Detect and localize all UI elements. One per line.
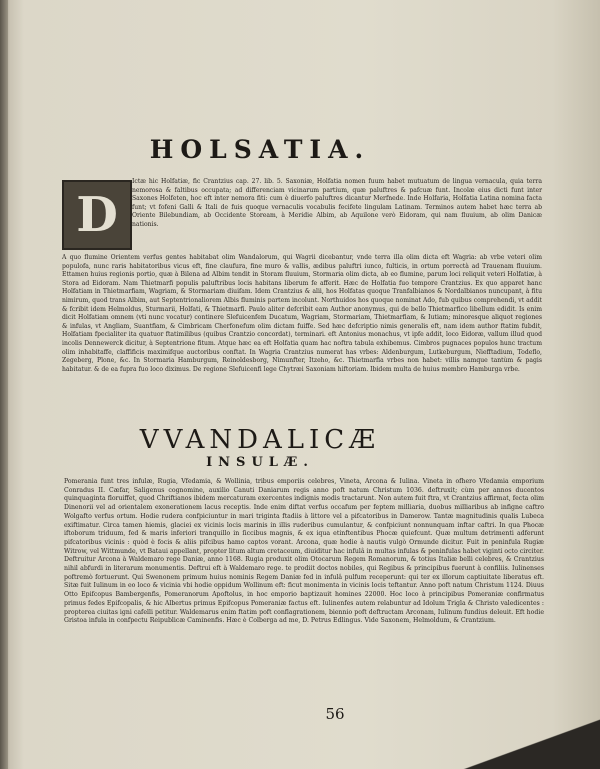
holsatia-text-bottom: [62, 254, 542, 374]
section-title-holsatia: HOLSATIA.: [149, 135, 371, 164]
page-corner-shadow: [460, 709, 600, 769]
wandalicae-text: [64, 478, 544, 626]
page-number: 56: [325, 705, 345, 723]
book-spine: [0, 0, 8, 769]
decorated-initial: [62, 180, 132, 250]
section-subtitle-insulae: INSULÆ.: [206, 455, 314, 470]
holsatia-paragraph-top: Ictæ hic Holfatiæ, fic Crantzius cap. 27. lib. 5. Saxoniæ, Holfatia nomen fuum habet mutuatum de lingua vernacula, quia terra nemorosa & faltibus occupata; ad differenciam vicinarum partium, quæ paluftres & pafcuæ funt. Incolæ eius dicti funt inter Saxones Holfeten, hoc eft inter nemora fiti: cum è diuerfo paluftres dicantur Merfnede. Inde Holfaria, Holfatia Latina nomina facta funt; vt fofeni Galli & Itali de fuis quoque vernaculis vocabulis fecifete lingulam Latinam. Terminos autem habet hæc terra ab Oriente Bilebundiam, ab Occidente Stoream, à Meridie Albim, ab Aquilone verò Eidoram, qui nam fluuium, ab olim Danicæ nationis.: [132, 178, 542, 228]
section-title-wandalicae: VVANDALICÆ: [139, 425, 381, 455]
initial-letter: D: [76, 187, 118, 243]
wandalicae-paragraph: Pomerania funt tres infulæ, Rugia, Vfedamia, & Wollinia, tribus emporiis celebres, Vineta, Arcona & Iulina. Vineta in ofhero Vfedamia emporium Conradus II. Cæfar, Saligenus cognomine, auxilio Canuti Daniarum regis anno poft natum Christum 1036. deftruxit; cùm per annos ducentos quinquaginta floruiffet, quod Chriftianos ibidem mercaturam exercentes indignis modis tractarunt. Non autem fuit ftra, vt Crantzius affirmat, fecta olim Dinenorii vel ad orientalem exonerationem lacus receptis. Inde enim diftat verfus occafum per feptem milliaria, duobus milliaribus ab infigne caftro Wolgafto verfus ortum. Hodie rudera confpiciuntur in mari triginta ftadiis à littore vel a pifcatoribus in Damerow. Tantæ magnitudinis qualis Lubeca exiftimatur. Circa tamen hiemis, glaciei ex vicinis locis marinis in illis ruderibus cumulantur, & confpiciunt nonnunquam inftar caftri. In qua Phocæ iftoborum triduum, fed & maris inferiori tranquillo in ſiccibus magnis, & ex iqua etinftentibus Phocæ quiefcunt. Quæ multum detrimenti adferunt pifcatoribus vicinis : quòd è focis & aliis pifcibus hamo captos vorant. Arcona, quæ hodie à nautis vulgò Ormunde dicitur. Fuit in peninfula Rugiæ Witrow, vel Wittmunde, vt Bataui appellant, propter litum altum cretaceum, diuiditur hac infulâ in multas infulas & peninfulas habet viginti octo circiter. Deftruitur Arcona à Waldemaro rege Daniæ, anno 1168. Rugia produxit olim Otocarum Regem Romanorum, & totius Italiæ belli celebres, & Crantzius nihil abfurdi in literarum monumentis. Deftrui eft à Waldemaro rege. te prodiit doctos nobiles, qui Regibus & principibus fuerunt à confiliis. Iulinenses poftremò fortuerunt. Qui Swenonem primum huius nominis Regem Daniæ fed in infulâ pulfum receperunt: qui ter ex illorum captiuitate liberatus eft. Sitæ fuit Iulinum in eo loco & vicinia vbi hodie oppidum Wollinum eft: ficut monimenta in vicinis locis teftantur. Anno poft natum Christum 1124. Diuus Otto Epifcopus Bambergenfis, Pomeranorum Apoftolus, in hoc emporio baptizauit homines 22000. Hoc loco à principibus Pomeraniæ confirmatus primus fedes Epifcopalis, & hic Albertus primus Epifcopus Pomeraniæ factus eft. Iulinenfes autem relabuntur ad Idolum Trigla & Christo valedicentes : propterea ciuitas igni cafelli petitur. Waldemarus enim ftatim poft conflagrationem, biennio poft deftructam Arconam, Iulinum fundius deleuit. Eft hodie Gristoa infula in confpectu Reipublicæ Caminenfis. Hæc è Colberga ad me, D. Petrus Edlingus. Vide Saxonem, Helmoldum, & Crantzium.: [64, 478, 544, 625]
holsatia-text-top: [132, 178, 542, 230]
holsatia-paragraph-bottom: A quo flumine Orientem verfus gentes habitabat olim Wandalorum, qui Wagrii dicebantur, vnde terra illa olim dicta eft Wagria: ab vrbe veteri olim populofa, nunc raris habitatoribus vicus eft, fine claufura, fine muro & vallis, ædibus paluftri iunco, fulticis, in ortum porrectà ad Trauenam fluuium. Ettamen huius regionis portio, quæ à Bilena ad Albim tendit in Storam fluuium, Stormaria olim dicta, ab eo flumine, parum loci reliquit veteri Holfatiæ, à Stora ad Eidoram. Nam Thietmarfi populis paluftribus locis habitans liberum fe afferit. Hæc de Holfatia fuo tempore Crantzius. Ex quo apparet hanc Holfatiam in Thietmarfiam, Wagriam, & Stormariam diuifam. Idem Crantzius & alii, hos Holfatas quoque Tranfalbianos & Nordalbianos nuncupant, à fitu nimirum, quod trans Albim, aut Septentrionaliorem Albis fluminis partem incolunt. Northuidos hos quoque nominat Ado, fub quibus comprehendi, vt addit & fcribit idem Helmoldus, Sturmarii, Holfati, & Thietmarfi. Paulo aliter defcribit eam Author anonymus, qui de bello Thietmarfico libellum edidit. Is enim dicit Holfatiam omnem (vti nunc vocatur) continere Slefuicenfem Ducatum, Wagriam, Stormariam, Thietmarfiam, & Iutiam; minoresque aliquot regiones & infulas, vt Angliam, Suantfiam, & Cimbricam Cherfonefum olim dictam fuiffe. Sed hæc defcriptio nimis generalis eft, nam idem author ftatim fubdit, Holfatiam fpecialiter ita quatuor ftatimilibus (quibus Crantzio concordat), terminari. eft Antonius monachus, vt ipfe addit, loco Eidoræ, vallum illud quod incolis Dennewerck dicitur, à Septentrione fitum. Atque hæc ea eft Holfatia quam hac noftra tabula exhibemus. Cimbros pugnaces populos hunc tractum olim inhabitaffe, claffificis maximifque auctoribus conftat. In Wagria Crantzius numerat has vrbes: Aldenburgum, Lutkeburgum, Niefftadium, Todeflo, Zegeberg, Plone, &c. In Stormaria Hamburgum, Reinoldesborg, Nimunfter, Itzeho, &c. Thietmarfia vrbes non habet: villis namque tantùm & pagis habitatur. & de ea fupra fuo loco diximus. De regione Slefuicenfi lege Chytræi Saxoniam hiftoriam. Ibidem multa de huius membro Hamburga vrbe.: [62, 254, 542, 373]
